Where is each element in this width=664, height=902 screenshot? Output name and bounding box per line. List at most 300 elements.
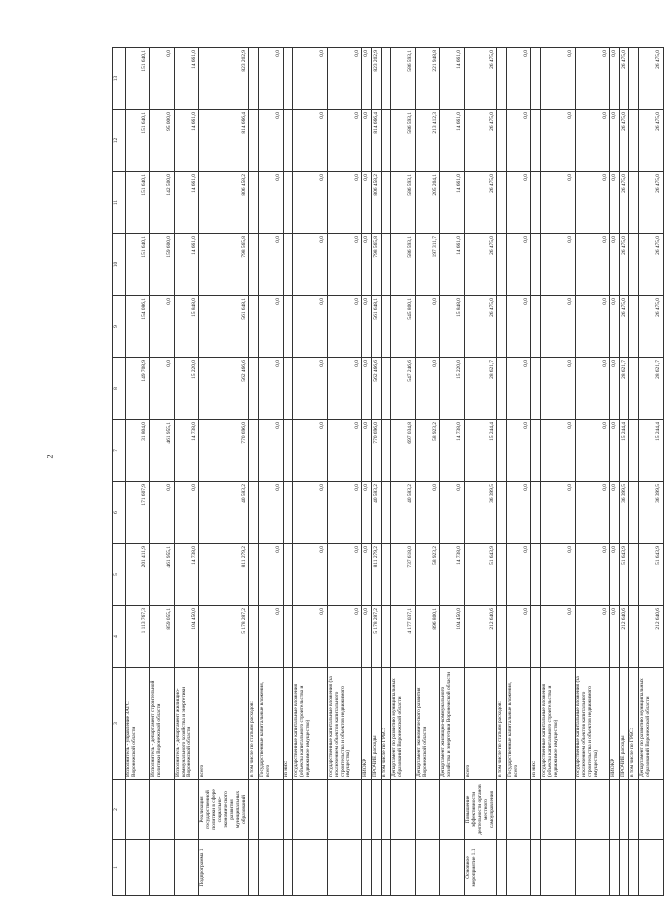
value-cell: 0,0 [259,358,284,420]
description-cell: Государственные капитальные вложения, всего [259,668,284,780]
value-cell: 0,0 [293,172,328,234]
value-cell: 51 643,9 [619,544,629,606]
program-name-cell [391,780,416,840]
value-cell [283,48,293,110]
value-cell: 149 708,9 [125,358,150,420]
value-cell: 0,0 [415,358,440,420]
program-cell [381,840,391,896]
value-cell: 0,0 [362,296,372,358]
program-cell [259,840,284,896]
column-header-10: 10 [113,234,126,296]
value-cell: 14 738,0 [174,544,199,606]
value-cell: 770 696,0 [199,420,249,482]
value-cell [283,296,293,358]
value-cell: 0,0 [293,234,328,296]
value-cell: 15 220,0 [174,358,199,420]
table-row [259,48,284,896]
value-cell: 798 565,8 [372,234,382,296]
value-cell [381,606,391,668]
value-cell: 562 466,6 [199,358,249,420]
value-cell [249,172,259,234]
value-cell [249,48,259,110]
program-name-cell [174,780,199,840]
value-cell: 0,0 [575,420,610,482]
description-cell: из них: [283,668,293,780]
program-cell [391,840,416,896]
program-name-cell [639,780,664,840]
value-cell: 104 450,0 [440,606,465,668]
program-cell [610,840,620,896]
value-cell: 461 955,1 [150,544,175,606]
value-cell [531,606,541,668]
value-cell: 0,0 [150,482,175,544]
value-cell: 171 607,9 [125,482,150,544]
column-header-12: 12 [113,110,126,172]
value-cell: 859 055,1 [150,606,175,668]
value-cell: 14 738,0 [440,544,465,606]
value-cell: 806 458,2 [372,172,382,234]
value-cell: 0,0 [575,172,610,234]
value-cell: 0,0 [259,296,284,358]
program-name-cell [249,780,259,840]
value-cell: 0,0 [150,358,175,420]
description-cell: всего [199,668,249,780]
table-row [497,48,507,896]
value-cell: 0,0 [293,48,328,110]
value-cell: 0,0 [506,110,531,172]
value-cell: 58 923,2 [415,544,440,606]
value-cell [249,482,259,544]
value-cell: 0,0 [440,482,465,544]
value-cell [497,544,507,606]
value-cell: 5 178 287,2 [372,606,382,668]
program-name-cell [372,780,382,840]
value-cell: 197 311,7 [415,234,440,296]
value-cell: 0,0 [575,110,610,172]
program-name-cell [619,780,629,840]
value-cell: 806 458,2 [199,172,249,234]
value-cell: 26 475,0 [639,234,664,296]
table-header [113,48,126,896]
value-cell: 201 411,9 [125,544,150,606]
value-cell: 0,0 [362,234,372,296]
program-name-cell [629,780,639,840]
program-name-cell [506,780,531,840]
value-cell: 0,0 [610,544,620,606]
value-cell: 36 399,5 [619,482,629,544]
description-cell: государственные капитальные вложения (за исключением объектов капитального строительства и объектов недвижимого имущества) [327,668,362,780]
value-cell: 0,0 [506,606,531,668]
value-cell: 0,0 [362,110,372,172]
value-cell [249,420,259,482]
program-name-cell [415,780,440,840]
value-cell [249,234,259,296]
program-name-cell [497,780,507,840]
value-cell [629,420,639,482]
program-cell [531,840,541,896]
value-cell [381,420,391,482]
value-cell: 26 475,0 [639,172,664,234]
value-cell [531,48,541,110]
value-cell [283,110,293,172]
value-cell: 151 640,1 [125,172,150,234]
table-row [391,48,416,896]
value-cell [249,296,259,358]
value-cell: 0,0 [327,482,362,544]
value-cell [283,172,293,234]
value-cell [381,296,391,358]
value-cell: 896 800,1 [415,606,440,668]
value-cell: 15 848,0 [440,296,465,358]
value-cell [497,296,507,358]
value-cell: 26 475,0 [465,172,497,234]
value-cell: 0,0 [506,420,531,482]
value-cell: 212 640,6 [619,606,629,668]
header-row [113,48,126,896]
description-cell: Исполнитель - управление ЗАГС Воронежской области [125,668,150,780]
value-cell: 26 475,0 [619,234,629,296]
program-cell [575,840,610,896]
value-cell: 151 640,1 [125,48,150,110]
value-cell [249,544,259,606]
program-cell [150,840,175,896]
value-cell: 0,0 [415,482,440,544]
value-cell: 0,0 [327,358,362,420]
value-cell: 0,0 [541,482,576,544]
value-cell: 770 696,0 [372,420,382,482]
description-cell: ПРОЧИЕ расходы [619,668,629,780]
value-cell: 14 661,0 [174,234,199,296]
description-cell: в том числе по статьям расходов: [497,668,507,780]
table-row [575,48,610,896]
value-cell: 0,0 [506,48,531,110]
program-name-cell [327,780,362,840]
value-cell: 0,0 [506,358,531,420]
value-cell: 737 618,0 [391,544,416,606]
value-cell: 586 593,1 [391,48,416,110]
description-cell: в том числе по статьям расходов: [249,668,259,780]
value-cell: 14 661,0 [174,172,199,234]
value-cell: 0,0 [610,172,620,234]
value-cell: 0,0 [541,48,576,110]
column-header-2: 2 [113,780,126,840]
value-cell: 0,0 [575,234,610,296]
value-cell: 0,0 [174,482,199,544]
value-cell: 0,0 [259,544,284,606]
value-cell: 14 661,0 [440,234,465,296]
value-cell: 0,0 [293,420,328,482]
value-cell: 28 621,7 [639,358,664,420]
value-cell: 0,0 [327,544,362,606]
value-cell [249,110,259,172]
value-cell [249,606,259,668]
value-cell: 51 643,9 [465,544,497,606]
value-cell: 58 923,2 [415,420,440,482]
value-cell: 154 086,1 [125,296,150,358]
value-cell: 0,0 [259,234,284,296]
value-cell: 26 475,0 [619,296,629,358]
value-cell [629,172,639,234]
column-header-1: 1 [113,840,126,896]
value-cell: 5 178 287,2 [199,606,249,668]
value-cell: 0,0 [293,110,328,172]
program-name-cell [531,780,541,840]
value-cell: 26 475,0 [465,234,497,296]
value-cell [283,606,293,668]
description-cell: в том числе по ГРБС: [629,668,639,780]
table-row [372,48,382,896]
value-cell: 26 475,0 [619,48,629,110]
value-cell [283,234,293,296]
value-cell [531,544,541,606]
table-row [174,48,199,896]
page-number: 2 [45,454,55,459]
value-cell: 0,0 [541,234,576,296]
program-name-cell [362,780,372,840]
value-cell: 0,0 [327,110,362,172]
value-cell: 547 246,6 [391,358,416,420]
value-cell: 26 475,0 [465,48,497,110]
value-cell: 0,0 [575,296,610,358]
value-cell: 0,0 [362,420,372,482]
table-row [619,48,629,896]
value-cell: 586 593,1 [391,234,416,296]
value-cell: 0,0 [327,48,362,110]
value-cell: 26 475,0 [619,172,629,234]
table-row [506,48,531,896]
value-cell: 31 804,0 [125,420,150,482]
value-cell [497,606,507,668]
value-cell [531,420,541,482]
value-cell: 104 450,0 [174,606,199,668]
description-cell: Государственные капитальные вложения, всего [506,668,531,780]
value-cell [531,482,541,544]
value-cell: 0,0 [610,420,620,482]
document-sheet [112,48,661,896]
program-cell [497,840,507,896]
value-cell: 213 412,3 [415,110,440,172]
value-cell: 28 621,7 [465,358,497,420]
program-name-cell [610,780,620,840]
program-cell [372,840,382,896]
program-name-cell [293,780,328,840]
value-cell: 212 640,6 [465,606,497,668]
value-cell: 0,0 [293,358,328,420]
value-cell [283,482,293,544]
value-cell: 0,0 [610,482,620,544]
value-cell [531,172,541,234]
value-cell: 0,0 [259,482,284,544]
value-cell: 40 583,2 [372,482,382,544]
program-name-cell [440,780,465,840]
value-cell [497,110,507,172]
value-cell: 0,0 [541,296,576,358]
description-cell: Департамент по развитию муниципальных образований Воронежской области [639,668,664,780]
value-cell: 0,0 [150,296,175,358]
table-row [381,48,391,896]
value-cell [381,234,391,296]
value-cell: 26 475,0 [639,110,664,172]
description-cell: государственные капитальные вложения (за исключением объектов капитального строительства и объектов недвижимого имущества) [575,668,610,780]
value-cell: 151 640,1 [125,110,150,172]
value-cell: 0,0 [259,606,284,668]
value-cell: 28 621,7 [619,358,629,420]
value-cell [497,172,507,234]
table-body [125,48,663,896]
value-cell: 561 648,1 [199,296,249,358]
value-cell: 40 583,2 [199,482,249,544]
value-cell: 0,0 [575,544,610,606]
value-cell [629,234,639,296]
value-cell: 15 244,4 [465,420,497,482]
description-cell: Департамент экономического развития Воронежской области [415,668,440,780]
description-cell: государственные капитальные вложения (объекты капитального строительства и недвижимое имущество) [293,668,328,780]
value-cell: 26 475,0 [619,110,629,172]
column-header-5: 5 [113,544,126,606]
description-cell: в том числе по ГРБС: [381,668,391,780]
program-cell [293,840,328,896]
value-cell [381,544,391,606]
program-name-cell [283,780,293,840]
value-cell: 36 399,5 [465,482,497,544]
value-cell [531,358,541,420]
column-header-11: 11 [113,172,126,234]
value-cell: 0,0 [327,234,362,296]
value-cell [629,48,639,110]
program-cell: Подпрограмма 1 [199,840,249,896]
table-row [362,48,372,896]
program-name-cell: Повышение эффективности деятельности органов местного самоуправления [465,780,497,840]
value-cell: 0,0 [506,296,531,358]
program-name-cell [150,780,175,840]
value-cell: 0,0 [541,110,576,172]
value-cell: 0,0 [293,482,328,544]
table-row [639,48,664,896]
value-cell [629,544,639,606]
value-cell: 697 034,8 [391,420,416,482]
value-cell [629,296,639,358]
value-cell: 0,0 [541,544,576,606]
program-cell [362,840,372,896]
program-cell [506,840,531,896]
value-cell: 0,0 [362,544,372,606]
description-cell: государственные капитальные вложения (объекты капитального строительства и недвижимое имущество) [541,668,576,780]
value-cell: 1 113 767,3 [125,606,150,668]
value-cell: 0,0 [541,358,576,420]
program-name-cell: Реализация государственной политики в сфере социально-экономического развития муниципальных образований [199,780,249,840]
column-header-8: 8 [113,358,126,420]
value-cell: 26 475,0 [639,48,664,110]
value-cell: 0,0 [327,420,362,482]
table-row [150,48,175,896]
program-cell [440,840,465,896]
value-cell: 811 279,2 [199,544,249,606]
value-cell: 0,0 [362,48,372,110]
table-row [541,48,576,896]
value-cell: 0,0 [506,172,531,234]
value-cell [283,358,293,420]
program-name-cell [259,780,284,840]
value-cell: 0,0 [293,296,328,358]
table-row [199,48,249,896]
value-cell: 814 666,4 [372,110,382,172]
table-row [465,48,497,896]
description-cell: Исполнитель - департамент жилищно-коммунального хозяйства и энергетики Воронежской области [174,668,199,780]
value-cell: 142 500,0 [150,172,175,234]
table-row [249,48,259,896]
value-cell: 0,0 [259,420,284,482]
value-cell [497,234,507,296]
value-cell: 0,0 [362,482,372,544]
value-cell: 0,0 [506,482,531,544]
value-cell: 95 000,0 [150,110,175,172]
table-row [610,48,620,896]
value-cell: 0,0 [415,296,440,358]
value-cell [629,482,639,544]
value-cell [381,358,391,420]
value-cell: 0,0 [259,110,284,172]
program-cell [283,840,293,896]
value-cell: 0,0 [575,48,610,110]
value-cell [629,358,639,420]
value-cell: 212 640,6 [639,606,664,668]
program-name-cell [125,780,150,840]
column-header-3: 3 [113,668,126,780]
value-cell: 0,0 [541,420,576,482]
value-cell [497,48,507,110]
program-name-cell [381,780,391,840]
value-cell: 26 475,0 [465,296,497,358]
value-cell [283,420,293,482]
value-cell [497,358,507,420]
value-cell: 15 244,4 [619,420,629,482]
program-cell [619,840,629,896]
table-row [629,48,639,896]
value-cell [381,482,391,544]
value-cell: 586 593,1 [391,110,416,172]
column-header-4: 4 [113,606,126,668]
program-cell [415,840,440,896]
value-cell: 221 948,8 [415,48,440,110]
value-cell: 0,0 [293,544,328,606]
value-cell: 14 661,0 [440,172,465,234]
value-cell [381,48,391,110]
value-cell: 15 244,4 [639,420,664,482]
program-cell [639,840,664,896]
value-cell: 151 640,1 [125,234,150,296]
budget-table [112,47,664,896]
value-cell: 0,0 [610,606,620,668]
value-cell: 0,0 [327,606,362,668]
rotated-table-container [112,48,661,896]
value-cell: 0,0 [506,234,531,296]
value-cell: 798 565,8 [199,234,249,296]
program-name-cell [541,780,576,840]
value-cell: 14 661,0 [174,48,199,110]
value-cell: 0,0 [259,48,284,110]
column-header-7: 7 [113,420,126,482]
program-cell: Основное мероприятие 1.1 [465,840,497,896]
value-cell [531,110,541,172]
value-cell: 0,0 [293,606,328,668]
table-row [415,48,440,896]
value-cell: 0,0 [575,482,610,544]
value-cell: 14 738,0 [440,420,465,482]
value-cell: 14 661,0 [440,110,465,172]
value-cell: 811 279,2 [372,544,382,606]
value-cell: 0,0 [541,606,576,668]
value-cell: 14 738,0 [174,420,199,482]
